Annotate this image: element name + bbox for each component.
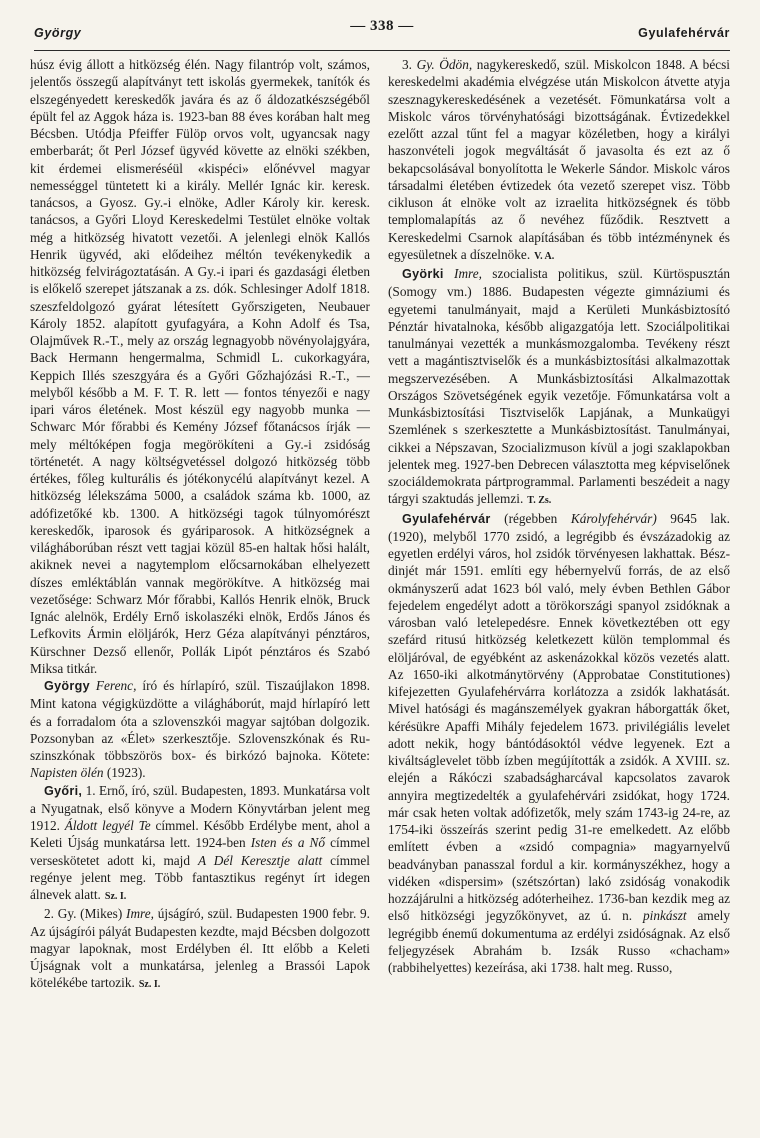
author-signature: Sz. I.	[104, 891, 127, 902]
entry-text: amely legrégibb énemű dokumentuma az erdélyi zsidóságnak. Az első feljegyzések Abrahám b. Izsák Russo «chacham» (rabbihelyettes) kezeírása, aki 1738. halt meg. Russo,	[388, 908, 730, 975]
entry-headword: György	[44, 679, 90, 693]
entry-text: író és hírlapíró, szül. Tiszaújlakon 1898. Mint katona végigküzdötte a világháborút, majd hírlapíró lett és a forradalom óta a szlovenszkói magyar sajtóban dolgozik. Pozsonyban az «Élet» szerkesztője. Szlovenszkónak és Ru-szinszkónak többszörös box- és birkózó bajnoka. Kötete:	[30, 678, 370, 763]
entry-given-name: Imre,	[126, 906, 154, 922]
running-head-right: Gyulafehérvár	[638, 26, 730, 40]
page-number: — 338 —	[350, 18, 414, 34]
alternate-name: Károlyfehérvár)	[570, 510, 657, 526]
page-header	[34, 14, 730, 51]
book-title: Áldott legyél Te	[64, 818, 151, 833]
entry-gyor-continuation: húsz évig állott a hitközség élén. Nagy filantróp volt, számos, jelentős összegű alapítványt tett iskolás gyermekek, tanítók és elszegényedett kereskedők javára és az ő áldozatkészségéből épült fel az Aggok háza is. 1923-ban 88 éves korában halt meg Bécsben. Utódja Pfeiffer Fülöp orvos volt, ugyancsak nagy emberbarát; őt Perl József ügyvéd követte az elnöki székben, kit érdemei elismeréséül «kispéci» előnévvel magyar nemességgel tüntetett ki a király. Mellér Ignác kir. keresk. tanácsos, a Gyosz. Gy.-i elnöke, Adler Károly kir. keresk. tanácsos, a Győri Lloyd Kereskedelmi Testület elnöke voltak még a hitközség hivatott vezetői. A jelenlegi elnök Kallós Henrik ügyvéd, aki elődeihez méltón tevékenykedik a hitközség felvirágoztatásán. A Gy.-i ipari és gazdasági életben is előkelő szerepet játszanak a zs. dók. Schlesinger Adolf 1818. szeszfeldolgozó gyárat létesített Győrszigeten, Neubauer Károly 1852. alapított gyufagyára, a Kohn Adolf és Tsa, Olajművek R.-T., mely az ország legnagyobb növényolajgyára, Back Hermann hengermalma, Schmidl L. cukorkagyára, Keppich Illés szeszgyára és a Győri Gőzhajózási R.-T., — melyből később a M. F. T. R. lett — fontos tényezői e nagy ipari város életének. Most készül egy nagyobb munka — Schwarc Mór főrabbi és Kemény József főtanácsos írják — mely méltóképen fogja megörökíteni a Gy.-i zsidóság történetét. A nagy költségvetéssel dolgozó hitközség több értékes, főleg kulturális és jótékonycélú alapítványt kezel. A hitközség lélekszáma 5000, a családok száma kb. 1000, az adófizetőké kb. 1300. A hitközségi tagok túlnyomórészt kereskedők, iparosok és gyáriparosok. A hitközségnek a világháborúban részt vett tagjai közül 85-en haltak hősi halált, akiknek nevei a nagytemplom előcsarnokában elhelyezett díszes emléktáblán vannak megörökítve. A hitközség mai vezetősége: Schwarz Mór főrabbi, Kallós Henrik elnök, Bruck Ignác alelnök, Erdély Ernő iskolaszéki elnök, Erdős János és Lefkovits Ármin elöljárók, Herz Géza alapítványi pénztáros, Kürschner Dezső ellenőr, Pollák Lipót pénztáros és Szabó Miksa titkár.	[30, 57, 370, 676]
entry-text: 2. Gy. (Mikes)	[44, 906, 127, 922]
entry-given-name: Ferenc,	[95, 678, 137, 693]
entry-headword: Győri,	[44, 783, 83, 798]
entry-gyori-imre	[30, 905, 370, 993]
entry-text: nagykereskedő, szül. Miskolcon 1848. A bécsi kereskedelmi akadémia elvégzése után Miskolcon átvette atyja szesznagykereskedésének a vezetését. Fömunkatársa volt a Miskolc város törvényhatósági bizottságának. Évtizedekkel ezelőtt azzal tűnt fel a magyar közéletben, hogy a királyi haszonvételi jogok megváltását ő javasolta és ezt az ő bekapcsolásával bonyolította le Wekerle Sándor. Miskolc város társadalmi életében évtizedek óta vezető szerepet visz. Több cikluson át elnöke volt az izraelita hitközségnek és több templomalapítás az ő nevéhez fűződik. Resztvett a Kereskedelmi Csarnok alapításában és több intézménynek és egyesületnek a díszelnöke.	[388, 57, 730, 262]
entry-text: címmel verseskötetet adott ki, majd	[30, 835, 370, 868]
entry-text-end: (1923).	[103, 765, 146, 781]
entry-text: címmel. Később Erdélybe ment, ahol a Keleti Újság munkatársa lett. 1924-ben	[30, 818, 370, 851]
entry-gyori-odon	[388, 56, 730, 265]
entry-gyorki-imre	[388, 265, 730, 510]
running-head-left: György	[34, 26, 82, 40]
book-title: Napisten ölén	[30, 765, 104, 781]
entry-text: 9645 lak. (1920), melyből 1770 zsidó, a legrégibb és évszázadokig az egyetlen erdélyi város, hol zsidók törvényesen lakhattak. Bész-dinjét már 1591. említi egy hébernyelvű forrás, de az első okmányszerű adat 1623 ból való, mely évben Bethlen Gábor fejedelem engedélyt adott a törökországi spanyol zsidóknak a városban való letelepedésre. Ennek következtében ott egy szefárd ritusú hitközség keletkezett külön templommal és elöljáróval, de egyébként az askenázokkal közös vezetés alatt. Az 1650-iki alkotmánytörvény (Approbatae Constitutiones) kifejezetten Gyulafehérvárra korlátozza a zsidók lakhatását. Mivel hatósági és magánszemélyek gyakran háborgatták őket, kérésükre Apaffi Mihály fejedelem 1673. privilégiális levelet adott nekik, hogy bántódásoktól védve legyenek. Ezt a kiváltságlevelet több ízben megújították a zsidók. A XVIII. sz. elején a Rákóczi szabadságharcával kapcsolatos zavarok annyira megtizedelték a gyulafehérvári zsidókat, hogy 1724. már csak heten voltak adófizetők, mely szám 1743-ig 24-re, az 1754-iki összeírás szerint pedig 31-re emelkedett. Az előbb említett évben a «zsidó compagnia» magyarnyelvű beadványban panasszal fordul a kir. kormányszékhez, hogy a vidéken «dispersim» (szétszórtan) lakó zsidóság vonakodik hozzájárulni a hitközség adóterheihez. 1736-ban kezdik meg az első hitközségi jegyzőkönyvet, az ú. n.	[388, 510, 730, 924]
entry-gyulafehervar	[388, 510, 730, 977]
author-signature: Sz. I.	[138, 979, 161, 991]
italic-term: pinkászt	[642, 908, 687, 924]
entry-gyorgy-ferenc	[30, 677, 370, 782]
book-title: Isten és a Nő	[250, 835, 326, 851]
left-column	[30, 56, 370, 1126]
entry-number: 3.	[402, 57, 417, 72]
author-signature: V. A.	[534, 250, 555, 262]
entry-text: szocialista politikus, szül. Kürtöspusztán (Somogy vm.) 1886. Budapesten végezte gimnáziumi és egyetemi tanulmányait, majd a Kerületi Munkásbiztosító Pénztár hivatalnoka, később aligazgatója lett. Szociálpolitikai tanulmányai vezették a munkásmozgalomba. Tevékeny részt vett a magántisztviselők és a munkásbiztosítási alkalmazottak megszervezésében. A Munkásbiztosítási Alkalmazottak Országos Szövetségének egyik vezetője. Főmunkatársa volt a Munkásbiztosítási Tisztviselők Lapjának, a Munkaügyi Szemlének s szerkesztette a Munkásbiztosítást. Tanulmányai, cikkei a Népszavan, Szocializmuson kívül a jogi szaklapokban jelentek meg. 1927-ben Debrecen választotta meg képviselőnek szociáldemokrata pártprogrammal. Parlamenti beszédeit a nagy tárgyi szaktudás jellemzi.	[388, 266, 730, 507]
entry-headword: Gyulafehérvár	[402, 511, 491, 526]
entry-text: 1. Ernő, író, szül. Budapesten, 1893. Munkatársa volt a Nyugatnak, első könyve a Modern Könyvtárban jelent meg 1912.	[30, 782, 370, 833]
entry-given-name: Gy. Ödön,	[416, 57, 473, 72]
entry-gyori-erno	[30, 782, 370, 906]
entry-text: újságíró, szül. Budapesten 1900 febr. 9. Az újságírói pályát Budapesten kezdte, majd Bécsben dolgozott magyar lapoknak, most Erdélyben él. Itt előbb a Keleti Újságnak volt a munkatársa, jelenleg a Brassói Lapok kötelékébe tartozik.	[30, 906, 370, 991]
author-signature: T. Zs.	[527, 495, 552, 507]
book-title: A Dél Keresztje alatt	[197, 852, 323, 868]
entry-text: címmel regénye jelent meg. Több fantasztikus regényt írt idegen álnevek alatt.	[30, 852, 370, 902]
right-column	[388, 56, 730, 1126]
entry-text: (régebben	[490, 510, 571, 526]
entry-headword: Györki	[402, 267, 444, 281]
entry-given-name: Imre,	[454, 266, 482, 281]
